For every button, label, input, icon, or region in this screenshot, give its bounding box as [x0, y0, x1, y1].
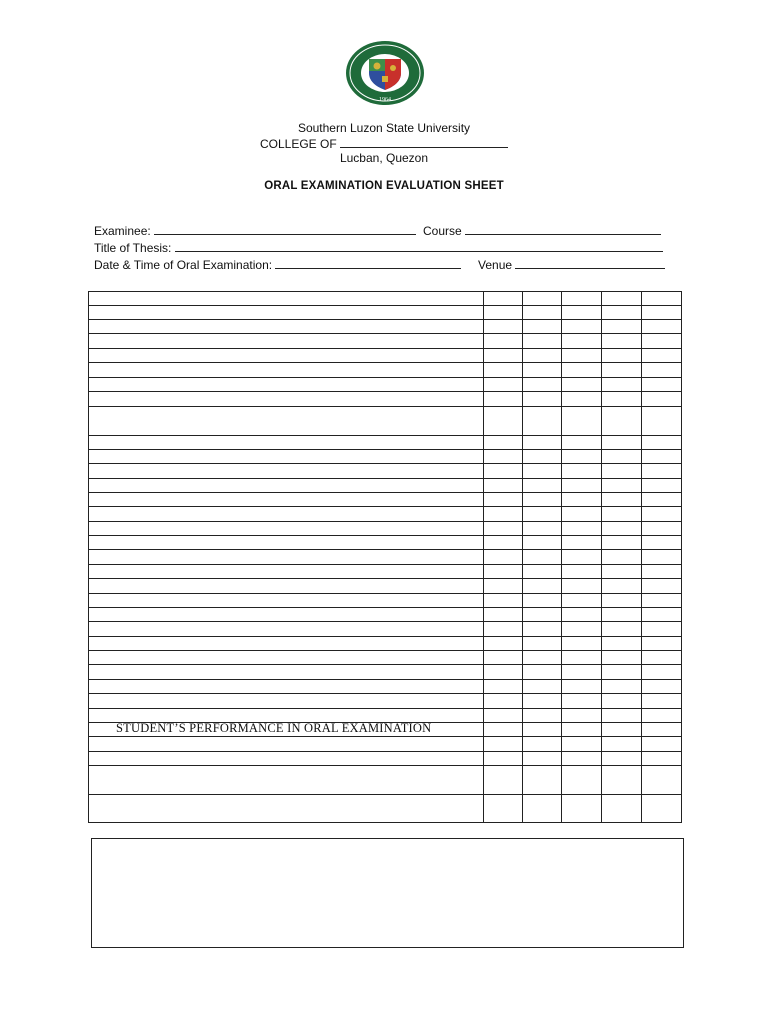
thesis-label: Title of Thesis:	[94, 241, 172, 255]
course-label: Course	[423, 224, 462, 238]
university-seal	[344, 40, 426, 106]
location: Lucban, Quezon	[339, 151, 429, 165]
evaluation-table	[88, 291, 682, 823]
thesis-field	[94, 240, 663, 256]
college-blank	[340, 136, 508, 148]
examinee-field	[94, 223, 416, 239]
thesis-blank[interactable]	[175, 240, 663, 252]
venue-field	[478, 257, 665, 273]
examinee-blank[interactable]	[154, 223, 416, 235]
datetime-blank[interactable]	[275, 257, 461, 269]
university-name: Southern Luzon State University	[297, 121, 471, 135]
evaluation-table-grid	[88, 291, 682, 823]
college-label: COLLEGE OF	[259, 137, 337, 151]
venue-label: Venue	[478, 258, 513, 272]
datetime-field	[94, 257, 461, 273]
college-line	[0, 136, 768, 152]
svg-text:1964: 1964	[379, 97, 391, 103]
venue-blank[interactable]	[515, 257, 665, 269]
course-field	[423, 223, 661, 239]
table-border	[89, 292, 682, 823]
examinee-label: Examinee:	[94, 224, 151, 238]
course-blank[interactable]	[465, 223, 661, 235]
remarks-box[interactable]	[91, 838, 684, 948]
seal-icon	[344, 40, 426, 106]
datetime-label: Date & Time of Oral Examination:	[94, 258, 273, 272]
page-title: ORAL EXAMINATION EVALUATION SHEET	[264, 180, 504, 192]
performance-label: STUDENT’S PERFORMANCE IN ORAL EXAMINATION	[116, 721, 432, 735]
